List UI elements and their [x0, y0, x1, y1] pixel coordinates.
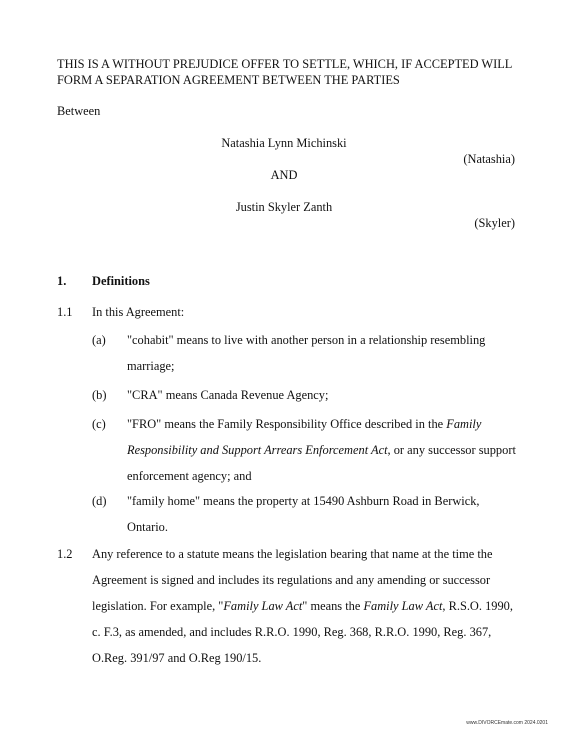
- item-b-line-1: "CRA" means Canada Revenue Agency;: [127, 388, 329, 402]
- clause-1-2-line-3-mid: " means the: [302, 599, 364, 613]
- clause-1-2-line-3-italic-2: Family Law Act: [363, 599, 443, 613]
- title-line-1: THIS IS A WITHOUT PREJUDICE OFFER TO SETTLE, WHICH, IF ACCEPTED WILL: [57, 57, 513, 71]
- item-a-label: (a): [92, 333, 106, 347]
- item-a-line-2: marriage;: [127, 359, 175, 373]
- clause-1-2-line-3-post: , R.S.O. 1990,: [442, 599, 513, 613]
- clause-1-2-line-2: Agreement is signed and includes its regulations and any amending or successor: [92, 573, 491, 587]
- section-heading: Definitions: [92, 274, 150, 288]
- between-label: Between: [57, 104, 101, 118]
- item-c-line-2-italic: Responsibility and Support Arrears Enforcement Act: [127, 443, 388, 457]
- document-title: [57, 56, 512, 88]
- party1-alias: (Natashia): [463, 152, 515, 166]
- clause-1-2-line-5: O.Reg. 391/97 and O.Reg 190/15.: [92, 651, 262, 665]
- footer-watermark: www.DIVORCEmate.com 2024.0201: [466, 720, 548, 726]
- clause-1-2-line-4: c. F.3, as amended, and includes R.R.O. 1990, Reg. 368, R.R.O. 1990, Reg. 367,: [92, 625, 492, 639]
- party1-name: Natashia Lynn Michinski: [221, 136, 347, 150]
- clause-1-1-number: 1.1: [57, 305, 73, 319]
- title-line-2: FORM A SEPARATION AGREEMENT BETWEEN THE PARTIES: [57, 73, 400, 87]
- item-c-line-1: [127, 411, 516, 437]
- item-d-text: [127, 488, 480, 540]
- item-c-line-2: [127, 437, 516, 463]
- clause-1-1-text: In this Agreement:: [92, 305, 185, 319]
- item-d-label: (d): [92, 494, 107, 508]
- clause-1-2-line-1: Any reference to a statute means the legislation bearing that name at the time the: [92, 547, 493, 561]
- section-number: 1.: [57, 274, 67, 288]
- clause-1-2-number: 1.2: [57, 547, 73, 561]
- party2-alias: (Skyler): [474, 216, 515, 230]
- item-c-line-1-italic: Family: [446, 417, 482, 431]
- item-c-line-3: enforcement agency; and: [127, 469, 252, 483]
- item-d-line-1: "family home" means the property at 15490 Ashburn Road in Berwick,: [127, 494, 480, 508]
- clause-1-2-line-3: [92, 593, 513, 619]
- clause-1-2-text: [92, 541, 513, 671]
- clause-1-2-line-3-italic-1: Family Law Act: [223, 599, 303, 613]
- item-a-line-1: "cohabit" means to live with another person in a relationship resembling: [127, 333, 486, 347]
- item-d-line-2: Ontario.: [127, 520, 168, 534]
- item-c-text: [127, 411, 516, 489]
- item-c-label: (c): [92, 417, 106, 431]
- and-label: AND: [270, 168, 298, 182]
- item-c-line-1-pre: "FRO" means the Family Responsibility Office described in the: [127, 417, 447, 431]
- clause-1-2-line-3-pre: legislation. For example, ": [92, 599, 224, 613]
- party2-name: Justin Skyler Zanth: [235, 200, 333, 214]
- item-b-label: (b): [92, 388, 107, 402]
- item-c-line-2-post: , or any successor support: [387, 443, 516, 457]
- item-a-text: [127, 327, 485, 379]
